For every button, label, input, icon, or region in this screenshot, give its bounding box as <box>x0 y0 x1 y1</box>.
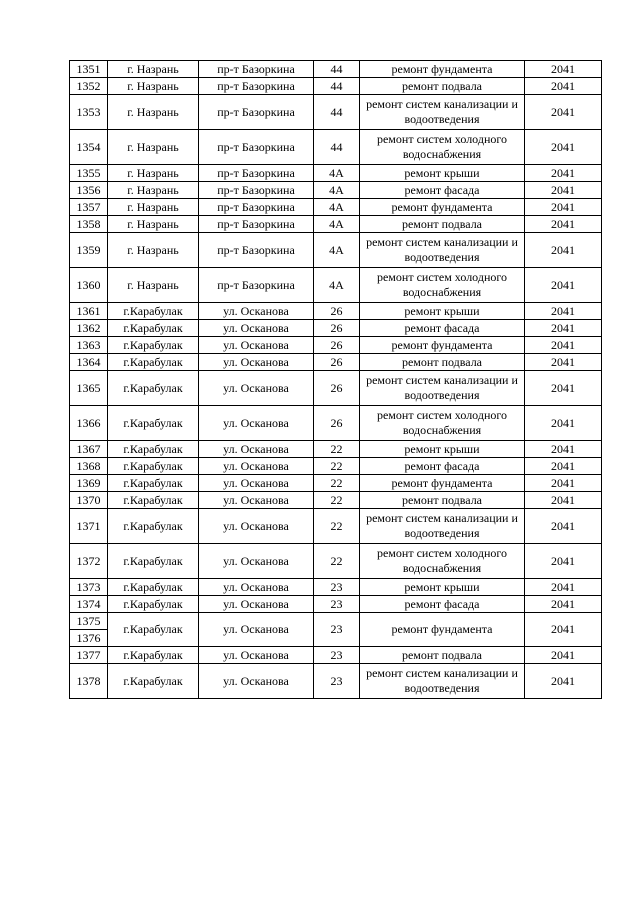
street-cell: пр-т Базоркина <box>199 199 314 216</box>
year-cell: 2041 <box>525 664 602 699</box>
work-type-cell: ремонт фундамента <box>360 337 525 354</box>
work-type-cell: ремонт систем канализации и водоотведения <box>360 95 525 130</box>
city-cell: г.Карабулак <box>108 647 199 664</box>
work-type-cell: ремонт фасада <box>360 596 525 613</box>
year-cell: 2041 <box>525 509 602 544</box>
street-cell: ул. Осканова <box>199 458 314 475</box>
year-cell: 2041 <box>525 371 602 406</box>
work-type-cell: ремонт фасада <box>360 458 525 475</box>
year-cell: 2041 <box>525 130 602 165</box>
house-number-cell: 4А <box>314 216 360 233</box>
city-cell: г.Карабулак <box>108 475 199 492</box>
city-cell: г. Назрань <box>108 165 199 182</box>
city-cell: г. Назрань <box>108 130 199 165</box>
city-cell: г.Карабулак <box>108 337 199 354</box>
house-number-cell: 4А <box>314 199 360 216</box>
row-number-cell: 1353 <box>70 95 108 130</box>
street-cell: ул. Осканова <box>199 664 314 699</box>
work-type-cell: ремонт крыши <box>360 579 525 596</box>
work-type-cell: ремонт систем канализации и водоотведения <box>360 664 525 699</box>
row-number-cell: 1358 <box>70 216 108 233</box>
house-number-cell: 4А <box>314 268 360 303</box>
street-cell: ул. Осканова <box>199 475 314 492</box>
house-number-cell: 23 <box>314 613 360 647</box>
year-cell: 2041 <box>525 320 602 337</box>
table-row <box>70 613 602 630</box>
table-row <box>70 647 602 664</box>
row-number-cell: 1369 <box>70 475 108 492</box>
house-number-cell: 26 <box>314 371 360 406</box>
row-number-cell: 1377 <box>70 647 108 664</box>
city-cell: г.Карабулак <box>108 441 199 458</box>
row-number-cell: 1372 <box>70 544 108 579</box>
table-row <box>70 78 602 95</box>
house-number-cell: 44 <box>314 78 360 95</box>
city-cell: г.Карабулак <box>108 303 199 320</box>
table-row <box>70 596 602 613</box>
row-number-cell: 1362 <box>70 320 108 337</box>
year-cell: 2041 <box>525 354 602 371</box>
work-type-cell: ремонт крыши <box>360 165 525 182</box>
street-cell: пр-т Базоркина <box>199 165 314 182</box>
row-number-cell: 1363 <box>70 337 108 354</box>
city-cell: г.Карабулак <box>108 579 199 596</box>
street-cell: ул. Осканова <box>199 406 314 441</box>
city-cell: г.Карабулак <box>108 509 199 544</box>
street-cell: ул. Осканова <box>199 303 314 320</box>
row-number-cell: 1361 <box>70 303 108 320</box>
work-type-cell: ремонт систем канализации и водоотведения <box>360 371 525 406</box>
street-cell: ул. Осканова <box>199 371 314 406</box>
city-cell: г.Карабулак <box>108 664 199 699</box>
house-number-cell: 44 <box>314 130 360 165</box>
street-cell: пр-т Базоркина <box>199 216 314 233</box>
street-cell: пр-т Базоркина <box>199 182 314 199</box>
house-number-cell: 23 <box>314 596 360 613</box>
repair-schedule-table <box>69 60 602 699</box>
house-number-cell: 22 <box>314 509 360 544</box>
year-cell: 2041 <box>525 475 602 492</box>
work-type-cell: ремонт подвала <box>360 647 525 664</box>
city-cell: г.Карабулак <box>108 492 199 509</box>
year-cell: 2041 <box>525 199 602 216</box>
city-cell: г.Карабулак <box>108 406 199 441</box>
city-cell: г.Карабулак <box>108 354 199 371</box>
street-cell: пр-т Базоркина <box>199 130 314 165</box>
row-number-cell: 1354 <box>70 130 108 165</box>
house-number-cell: 26 <box>314 406 360 441</box>
house-number-cell: 26 <box>314 337 360 354</box>
table-row <box>70 337 602 354</box>
table-row <box>70 509 602 544</box>
table-row <box>70 458 602 475</box>
row-number-cell: 1360 <box>70 268 108 303</box>
city-cell: г. Назрань <box>108 182 199 199</box>
row-number-cell: 1357 <box>70 199 108 216</box>
house-number-cell: 44 <box>314 95 360 130</box>
city-cell: г. Назрань <box>108 199 199 216</box>
row-number-cell: 1366 <box>70 406 108 441</box>
year-cell: 2041 <box>525 303 602 320</box>
work-type-cell: ремонт систем холодного водоснабжения <box>360 268 525 303</box>
year-cell: 2041 <box>525 579 602 596</box>
table-row <box>70 95 602 130</box>
row-number-cell: 1352 <box>70 78 108 95</box>
street-cell: ул. Осканова <box>199 613 314 647</box>
house-number-cell: 22 <box>314 458 360 475</box>
street-cell: пр-т Базоркина <box>199 268 314 303</box>
year-cell: 2041 <box>525 268 602 303</box>
work-type-cell: ремонт фасада <box>360 182 525 199</box>
row-number-cell: 1356 <box>70 182 108 199</box>
street-cell: ул. Осканова <box>199 492 314 509</box>
year-cell: 2041 <box>525 233 602 268</box>
row-number-cell: 1376 <box>70 630 108 647</box>
city-cell: г. Назрань <box>108 233 199 268</box>
work-type-cell: ремонт фундамента <box>360 199 525 216</box>
city-cell: г. Назрань <box>108 216 199 233</box>
table-row <box>70 371 602 406</box>
year-cell: 2041 <box>525 647 602 664</box>
work-type-cell: ремонт подвала <box>360 78 525 95</box>
work-type-cell: ремонт систем холодного водоснабжения <box>360 544 525 579</box>
house-number-cell: 4А <box>314 165 360 182</box>
house-number-cell: 22 <box>314 492 360 509</box>
row-number-cell: 1371 <box>70 509 108 544</box>
year-cell: 2041 <box>525 596 602 613</box>
year-cell: 2041 <box>525 337 602 354</box>
city-cell: г.Карабулак <box>108 544 199 579</box>
table-row <box>70 320 602 337</box>
year-cell: 2041 <box>525 544 602 579</box>
work-type-cell: ремонт фасада <box>360 320 525 337</box>
year-cell: 2041 <box>525 95 602 130</box>
work-type-cell: ремонт фундамента <box>360 613 525 647</box>
street-cell: пр-т Базоркина <box>199 95 314 130</box>
street-cell: ул. Осканова <box>199 354 314 371</box>
street-cell: ул. Осканова <box>199 647 314 664</box>
row-number-cell: 1370 <box>70 492 108 509</box>
city-cell: г.Карабулак <box>108 596 199 613</box>
house-number-cell: 26 <box>314 354 360 371</box>
row-number-cell: 1364 <box>70 354 108 371</box>
work-type-cell: ремонт фундамента <box>360 61 525 78</box>
year-cell: 2041 <box>525 182 602 199</box>
row-number-cell: 1373 <box>70 579 108 596</box>
table-row <box>70 354 602 371</box>
table-row <box>70 406 602 441</box>
year-cell: 2041 <box>525 492 602 509</box>
table-row <box>70 216 602 233</box>
table-row <box>70 268 602 303</box>
street-cell: ул. Осканова <box>199 544 314 579</box>
work-type-cell: ремонт подвала <box>360 354 525 371</box>
city-cell: г.Карабулак <box>108 613 199 647</box>
work-type-cell: ремонт крыши <box>360 441 525 458</box>
table-row <box>70 664 602 699</box>
city-cell: г.Карабулак <box>108 458 199 475</box>
row-number-cell: 1374 <box>70 596 108 613</box>
year-cell: 2041 <box>525 216 602 233</box>
city-cell: г.Карабулак <box>108 371 199 406</box>
work-type-cell: ремонт систем холодного водоснабжения <box>360 130 525 165</box>
year-cell: 2041 <box>525 61 602 78</box>
table-row <box>70 233 602 268</box>
street-cell: ул. Осканова <box>199 596 314 613</box>
work-type-cell: ремонт крыши <box>360 303 525 320</box>
city-cell: г. Назрань <box>108 95 199 130</box>
table-row <box>70 475 602 492</box>
table-row <box>70 61 602 78</box>
year-cell: 2041 <box>525 441 602 458</box>
house-number-cell: 4А <box>314 182 360 199</box>
year-cell: 2041 <box>525 406 602 441</box>
work-type-cell: ремонт систем холодного водоснабжения <box>360 406 525 441</box>
street-cell: ул. Осканова <box>199 337 314 354</box>
house-number-cell: 4А <box>314 233 360 268</box>
table-row <box>70 199 602 216</box>
city-cell: г. Назрань <box>108 268 199 303</box>
row-number-cell: 1355 <box>70 165 108 182</box>
house-number-cell: 26 <box>314 320 360 337</box>
table-row <box>70 182 602 199</box>
house-number-cell: 23 <box>314 579 360 596</box>
row-number-cell: 1378 <box>70 664 108 699</box>
street-cell: ул. Осканова <box>199 441 314 458</box>
city-cell: г.Карабулак <box>108 320 199 337</box>
row-number-cell: 1351 <box>70 61 108 78</box>
table-row <box>70 165 602 182</box>
work-type-cell: ремонт систем канализации и водоотведения <box>360 509 525 544</box>
table-row <box>70 441 602 458</box>
year-cell: 2041 <box>525 613 602 647</box>
house-number-cell: 23 <box>314 664 360 699</box>
house-number-cell: 26 <box>314 303 360 320</box>
table-row <box>70 303 602 320</box>
row-number-cell: 1375 <box>70 613 108 630</box>
house-number-cell: 44 <box>314 61 360 78</box>
house-number-cell: 22 <box>314 441 360 458</box>
row-number-cell: 1365 <box>70 371 108 406</box>
house-number-cell: 22 <box>314 544 360 579</box>
row-number-cell: 1367 <box>70 441 108 458</box>
work-type-cell: ремонт подвала <box>360 216 525 233</box>
work-type-cell: ремонт подвала <box>360 492 525 509</box>
year-cell: 2041 <box>525 78 602 95</box>
city-cell: г. Назрань <box>108 61 199 78</box>
work-type-cell: ремонт фундамента <box>360 475 525 492</box>
table-row <box>70 579 602 596</box>
row-number-cell: 1368 <box>70 458 108 475</box>
city-cell: г. Назрань <box>108 78 199 95</box>
house-number-cell: 23 <box>314 647 360 664</box>
year-cell: 2041 <box>525 458 602 475</box>
work-type-cell: ремонт систем канализации и водоотведения <box>360 233 525 268</box>
street-cell: пр-т Базоркина <box>199 61 314 78</box>
street-cell: ул. Осканова <box>199 579 314 596</box>
year-cell: 2041 <box>525 165 602 182</box>
table-row <box>70 492 602 509</box>
street-cell: ул. Осканова <box>199 509 314 544</box>
house-number-cell: 22 <box>314 475 360 492</box>
row-number-cell: 1359 <box>70 233 108 268</box>
street-cell: пр-т Базоркина <box>199 233 314 268</box>
street-cell: ул. Осканова <box>199 320 314 337</box>
table-body <box>70 61 602 699</box>
table-row <box>70 130 602 165</box>
street-cell: пр-т Базоркина <box>199 78 314 95</box>
table-row <box>70 544 602 579</box>
